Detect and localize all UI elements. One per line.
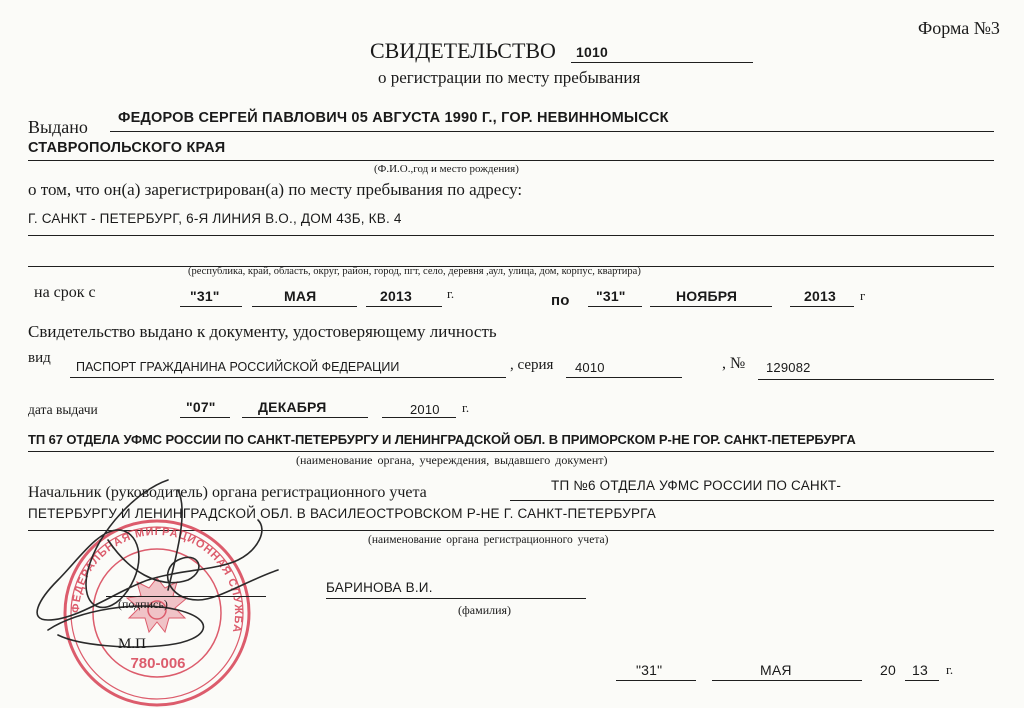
form-number: Форма №3 (918, 18, 1000, 38)
address-line1: Г. САНКТ - ПЕТЕРБУРГ, 6-Я ЛИНИЯ В.О., ДОМ 43Б, КВ. 4 (28, 211, 402, 226)
final-month-rule (712, 680, 862, 681)
issue-date-month: ДЕКАБРЯ (258, 399, 327, 415)
issue-date-day: "07" (186, 399, 216, 415)
period-to-label: по (551, 292, 570, 309)
address-line1-rule (28, 235, 994, 236)
registered-statement: о том, что он(а) зарегистрирован(а) по месту пребывания по адресу: (28, 180, 523, 199)
issue-month-rule (242, 417, 368, 418)
address-caption: (республика, край, область, округ, район, город, пгт, село, деревня ,аул, улица, дом, корпус, квартира) (188, 266, 641, 277)
person-name-line1: ФЕДОРОВ СЕРГЕЙ ПАВЛОВИЧ 05 АВГУСТА 1990 Г., ГОР. НЕВИННОМЫССК (118, 110, 669, 126)
head-label: Начальник (руководитель) органа регистрационного учета (28, 484, 427, 501)
id-series-label: , серия (510, 357, 554, 373)
official-seal-stamp (62, 518, 252, 708)
final-date-century: 20 (880, 662, 896, 678)
issuing-authority: ТП 67 ОТДЕЛА УФМС РОССИИ ПО САНКТ-ПЕТЕРБУРГУ И ЛЕНИНГРАДСКОЙ ОБЛ. В ПРИМОРСКОМ Р-НЕ ГОР. САНКТ-ПЕТЕРБУРГА (28, 432, 856, 447)
from-year-rule (366, 306, 442, 307)
period-to-year: 2013 (804, 288, 836, 304)
from-day-rule (180, 306, 242, 307)
id-series-value: 4010 (575, 360, 605, 375)
document-title: СВИДЕТЕЛЬСТВО (370, 38, 556, 63)
reg-authority-line2: ПЕТЕРБУРГУ И ЛЕНИНГРАДСКОЙ ОБЛ. В ВАСИЛЕОСТРОВСКОМ Р-НЕ Г. САНКТ-ПЕТЕРБУРГА (28, 506, 656, 521)
person-line1-rule (110, 131, 994, 132)
signature-rule (106, 596, 266, 597)
issued-to-label: Выдано (28, 117, 88, 137)
surname-rule (326, 598, 586, 599)
reg-caption: (наименование органа регистрационного учета) (368, 534, 609, 546)
id-number-label: , № (722, 355, 746, 372)
issue-year-rule (382, 417, 456, 418)
document-statement: Свидетельство выдано к документу, удостоверяющему личность (28, 322, 497, 341)
final-date-suffix: г. (946, 662, 954, 677)
final-date-day: "31" (636, 662, 663, 678)
surname-caption: (фамилия) (458, 603, 512, 617)
id-type-value: ПАСПОРТ ГРАЖДАНИНА РОССИЙСКОЙ ФЕДЕРАЦИИ (76, 360, 400, 374)
reg-authority-line1: ТП №6 ОТДЕЛА УФМС РОССИИ ПО САНКТ- (551, 478, 842, 493)
person-line2-rule (28, 160, 994, 161)
official-surname: БАРИНОВА В.И. (326, 580, 433, 595)
final-day-rule (616, 680, 696, 681)
certificate-number-line (571, 62, 753, 63)
period-year-suffix: г. (447, 286, 455, 301)
stamp-ring-text: ФЕДЕРАЛЬНАЯ МИГРАЦИОННАЯ СЛУЖБА (69, 525, 245, 635)
issuing-caption: (наименование органа, учереждения, выдавшего документ) (296, 453, 608, 467)
to-month-rule (650, 306, 772, 307)
period-to-suffix: г (860, 288, 866, 303)
final-year-rule (905, 680, 939, 681)
final-date-year: 13 (912, 662, 928, 678)
issue-day-rule (180, 417, 230, 418)
certificate-number: 1010 (576, 44, 608, 60)
issuing-authority-rule (28, 451, 994, 452)
id-number-rule (758, 379, 994, 380)
id-series-rule (566, 377, 682, 378)
id-type-label: вид (28, 350, 51, 366)
period-from-year: 2013 (380, 288, 412, 304)
id-number-value: 129082 (766, 360, 811, 375)
final-date-month: МАЯ (760, 662, 792, 678)
issue-date-suffix: г. (462, 400, 470, 415)
period-to-month: НОЯБРЯ (676, 288, 738, 304)
period-to-day: "31" (596, 288, 626, 304)
id-type-rule (70, 377, 506, 378)
to-day-rule (588, 306, 642, 307)
from-month-rule (252, 306, 357, 307)
issue-date-year: 2010 (410, 402, 440, 417)
to-year-rule (790, 306, 854, 307)
stamp-placeholder-caption: М.П (118, 636, 146, 652)
person-caption: (Ф.И.О.,год и место рождения) (374, 163, 519, 175)
issue-date-label: дата выдачи (28, 402, 98, 417)
reg-authority-line1-rule (510, 500, 994, 501)
reg-authority-line2-rule (28, 530, 994, 531)
document-subtitle: о регистрации по месту пребывания (378, 68, 641, 87)
person-name-line2: СТАВРОПОЛЬСКОГО КРАЯ (28, 140, 226, 156)
stamp-code: 780-006 (130, 655, 186, 672)
stamp-inner-ring (93, 549, 221, 677)
stamp-outer-ring (65, 521, 249, 705)
period-label: на срок с (34, 284, 96, 301)
signature-caption: (подпись) (118, 597, 168, 611)
stamp-outer-ring-inner (71, 527, 243, 699)
period-from-month: МАЯ (284, 288, 317, 304)
period-from-day: "31" (190, 288, 220, 304)
